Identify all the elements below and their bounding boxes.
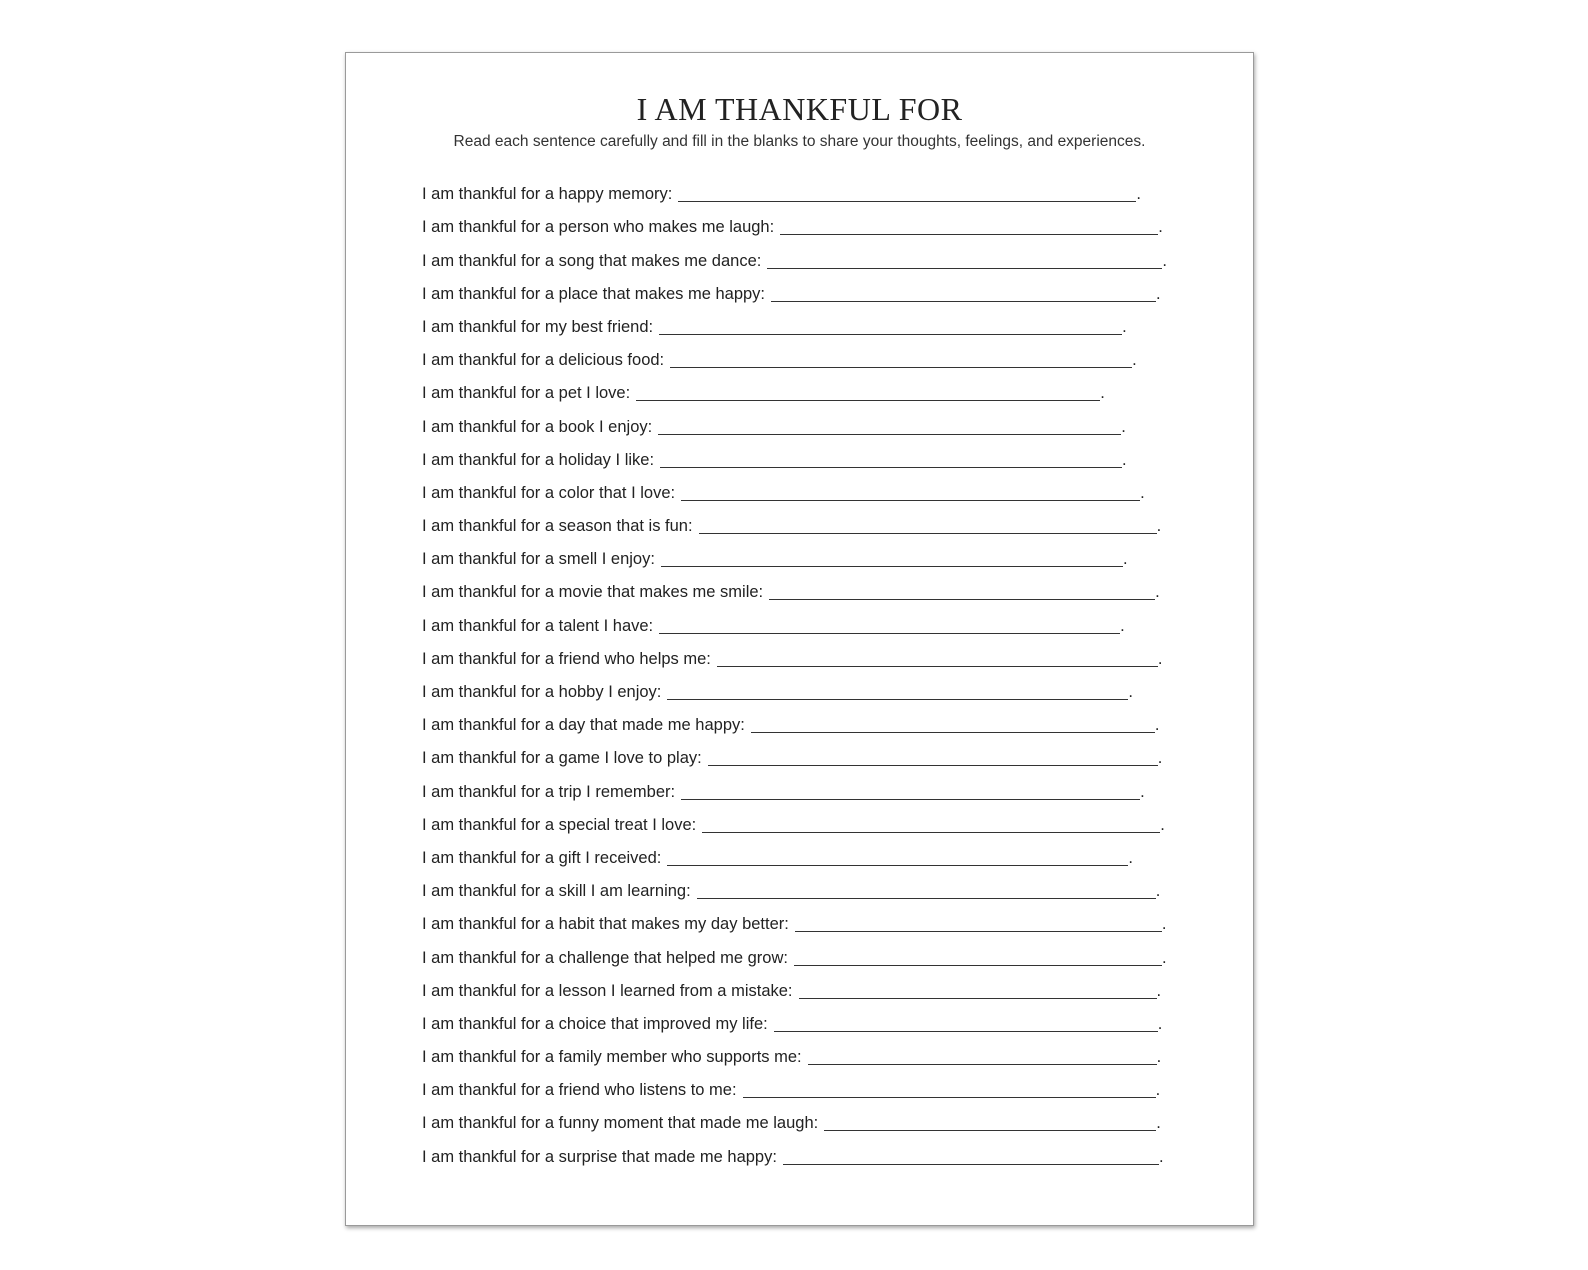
- prompt-label: I am thankful for a book I enjoy:: [422, 417, 653, 436]
- answer-blank[interactable]: [824, 1116, 1156, 1131]
- sentence-period: .: [1160, 815, 1165, 834]
- sentence-period: .: [1155, 882, 1161, 901]
- sentence-period: .: [1100, 384, 1105, 403]
- sentence-period: .: [1162, 251, 1167, 270]
- sentence-period: .: [1120, 616, 1125, 635]
- prompt-label: I am thankful for a lesson I learned from a mistake:: [422, 981, 793, 1000]
- prompt-row: [422, 872, 1182, 905]
- prompt-row: [422, 806, 1182, 839]
- sentence-period: .: [1128, 683, 1133, 701]
- sentence-period: .: [1161, 915, 1167, 934]
- prompt-row: [422, 1038, 1182, 1071]
- prompt-label: I am thankful for a game I love to play:: [422, 749, 702, 768]
- sentence-period: .: [1122, 450, 1127, 469]
- sentence-period: .: [1154, 716, 1160, 735]
- prompt-label: I am thankful for a habit that makes my day better:: [422, 915, 789, 934]
- sentence-period: .: [1157, 749, 1163, 768]
- prompt-row: [422, 772, 1182, 805]
- prompt-label: I am thankful for a gift I received:: [422, 848, 662, 867]
- sentence-period: .: [1155, 583, 1160, 602]
- prompt-label: I am thankful for a friend who helps me:: [422, 649, 711, 668]
- sentence-period: .: [1128, 848, 1133, 867]
- sentence-period: .: [1157, 1014, 1163, 1033]
- prompt-row: [422, 507, 1182, 540]
- prompt-row: [422, 374, 1182, 407]
- prompt-row: [422, 241, 1182, 274]
- sentence-period: .: [1121, 417, 1126, 436]
- answer-blank[interactable]: [660, 453, 1122, 468]
- sentence-period: .: [1136, 185, 1141, 204]
- sentence-period: .: [1122, 317, 1127, 336]
- prompt-label: I am thankful for my best friend:: [422, 317, 654, 336]
- worksheet-instructions: Read each sentence carefully and fill in the blanks to share your thoughts, feelings, and experiences.: [453, 133, 1146, 150]
- sentence-period: .: [1158, 1147, 1164, 1166]
- answer-blank[interactable]: [780, 220, 1158, 235]
- prompt-row: [422, 706, 1182, 739]
- prompt-row: [422, 938, 1182, 971]
- sentence-period: .: [1156, 1048, 1162, 1067]
- prompt-row: [422, 474, 1182, 507]
- answer-blank[interactable]: [697, 884, 1156, 899]
- answer-blank[interactable]: [767, 254, 1162, 269]
- prompt-row: [422, 341, 1182, 374]
- prompt-row: [422, 1104, 1182, 1137]
- prompt-label: I am thankful for a day that made me happy:: [422, 716, 745, 735]
- prompt-label: I am thankful for a season that is fun:: [422, 517, 693, 536]
- prompt-label: I am thankful for a color that I love:: [422, 483, 676, 502]
- prompt-row: [422, 540, 1182, 573]
- prompt-label: I am thankful for a trip I remember:: [422, 782, 676, 801]
- answer-blank[interactable]: [795, 917, 1162, 932]
- answer-blank[interactable]: [699, 519, 1157, 534]
- prompt-row: [422, 640, 1182, 673]
- answer-blank[interactable]: [667, 685, 1128, 700]
- prompt-row: [422, 739, 1182, 772]
- answer-blank[interactable]: [751, 718, 1155, 733]
- prompt-label: I am thankful for a friend who listens to me:: [422, 1081, 737, 1100]
- prompt-label: I am thankful for a movie that makes me smile:: [422, 583, 764, 602]
- prompt-label: I am thankful for a holiday I like:: [422, 450, 655, 469]
- answer-blank[interactable]: [708, 751, 1158, 766]
- prompt-row: [422, 972, 1182, 1005]
- answer-blank[interactable]: [783, 1150, 1159, 1165]
- answer-blank[interactable]: [659, 619, 1120, 634]
- sentence-period: .: [1155, 1081, 1161, 1100]
- sentence-period: .: [1140, 483, 1145, 502]
- prompt-label: I am thankful for a song that makes me dance:: [422, 251, 762, 270]
- prompt-label: I am thankful for a happy memory:: [422, 185, 673, 204]
- sentence-period: .: [1157, 649, 1163, 668]
- worksheet-page: [345, 52, 1254, 1226]
- prompt-row: [422, 1137, 1182, 1170]
- sentence-period: .: [1122, 550, 1128, 569]
- prompt-label: I am thankful for a talent I have:: [422, 616, 654, 635]
- prompt-label: I am thankful for a smell I enjoy:: [422, 550, 655, 569]
- sentence-period: .: [1156, 517, 1162, 536]
- answer-blank[interactable]: [808, 1050, 1157, 1065]
- sentence-period: .: [1156, 981, 1162, 1000]
- answer-blank[interactable]: [771, 287, 1156, 302]
- answer-blank[interactable]: [717, 652, 1158, 667]
- prompt-label: I am thankful for a choice that improved my life:: [422, 1014, 768, 1033]
- answer-blank[interactable]: [658, 420, 1121, 435]
- prompt-row: [422, 441, 1182, 474]
- prompt-row: [422, 573, 1182, 606]
- prompt-label: I am thankful for a pet I love:: [422, 384, 631, 403]
- prompt-row: [422, 407, 1182, 440]
- sentence-period: .: [1156, 1114, 1161, 1133]
- prompt-label: I am thankful for a family member who supports me:: [422, 1048, 802, 1067]
- prompt-label: I am thankful for a skill I am learning:: [422, 882, 691, 901]
- prompt-row: [422, 1005, 1182, 1038]
- sentence-period: .: [1161, 948, 1167, 967]
- prompt-label: I am thankful for a hobby I enjoy:: [422, 683, 662, 701]
- prompt-row: [422, 208, 1182, 241]
- prompt-list: [422, 175, 1182, 1171]
- prompt-label: I am thankful for a funny moment that made me laugh:: [422, 1114, 819, 1133]
- prompt-label: I am thankful for a surprise that made me happy:: [422, 1147, 777, 1166]
- prompt-row: [422, 308, 1182, 341]
- sentence-period: .: [1140, 782, 1145, 801]
- sentence-period: .: [1132, 351, 1137, 370]
- prompt-row: [422, 905, 1182, 938]
- prompt-row: [422, 1071, 1182, 1104]
- prompt-label: I am thankful for a person who makes me laugh:: [422, 218, 775, 237]
- answer-blank[interactable]: [681, 486, 1140, 501]
- prompt-row: [422, 175, 1182, 208]
- sentence-period: .: [1158, 218, 1163, 237]
- prompt-label: I am thankful for a place that makes me happy:: [422, 284, 766, 303]
- answer-blank[interactable]: [769, 585, 1155, 600]
- worksheet-title: I AM THANKFUL FOR: [636, 91, 963, 127]
- answer-blank[interactable]: [774, 1017, 1158, 1032]
- answer-blank[interactable]: [636, 386, 1100, 401]
- answer-blank[interactable]: [661, 552, 1123, 567]
- answer-blank[interactable]: [670, 353, 1132, 368]
- answer-blank[interactable]: [794, 951, 1162, 966]
- prompt-label: I am thankful for a delicious food:: [422, 351, 665, 370]
- answer-blank[interactable]: [702, 818, 1160, 833]
- answer-blank[interactable]: [799, 984, 1157, 999]
- prompt-row: [422, 606, 1182, 639]
- answer-blank[interactable]: [743, 1083, 1156, 1098]
- prompt-row: [422, 275, 1182, 308]
- answer-blank[interactable]: [678, 187, 1136, 202]
- prompt-row: [422, 673, 1182, 706]
- answer-blank[interactable]: [681, 785, 1140, 800]
- sentence-period: .: [1156, 284, 1161, 303]
- prompt-row: [422, 839, 1182, 872]
- prompt-label: I am thankful for a special treat I love:: [422, 815, 697, 834]
- prompt-label: I am thankful for a challenge that helped me grow:: [422, 948, 788, 967]
- answer-blank[interactable]: [659, 320, 1122, 335]
- answer-blank[interactable]: [667, 851, 1128, 866]
